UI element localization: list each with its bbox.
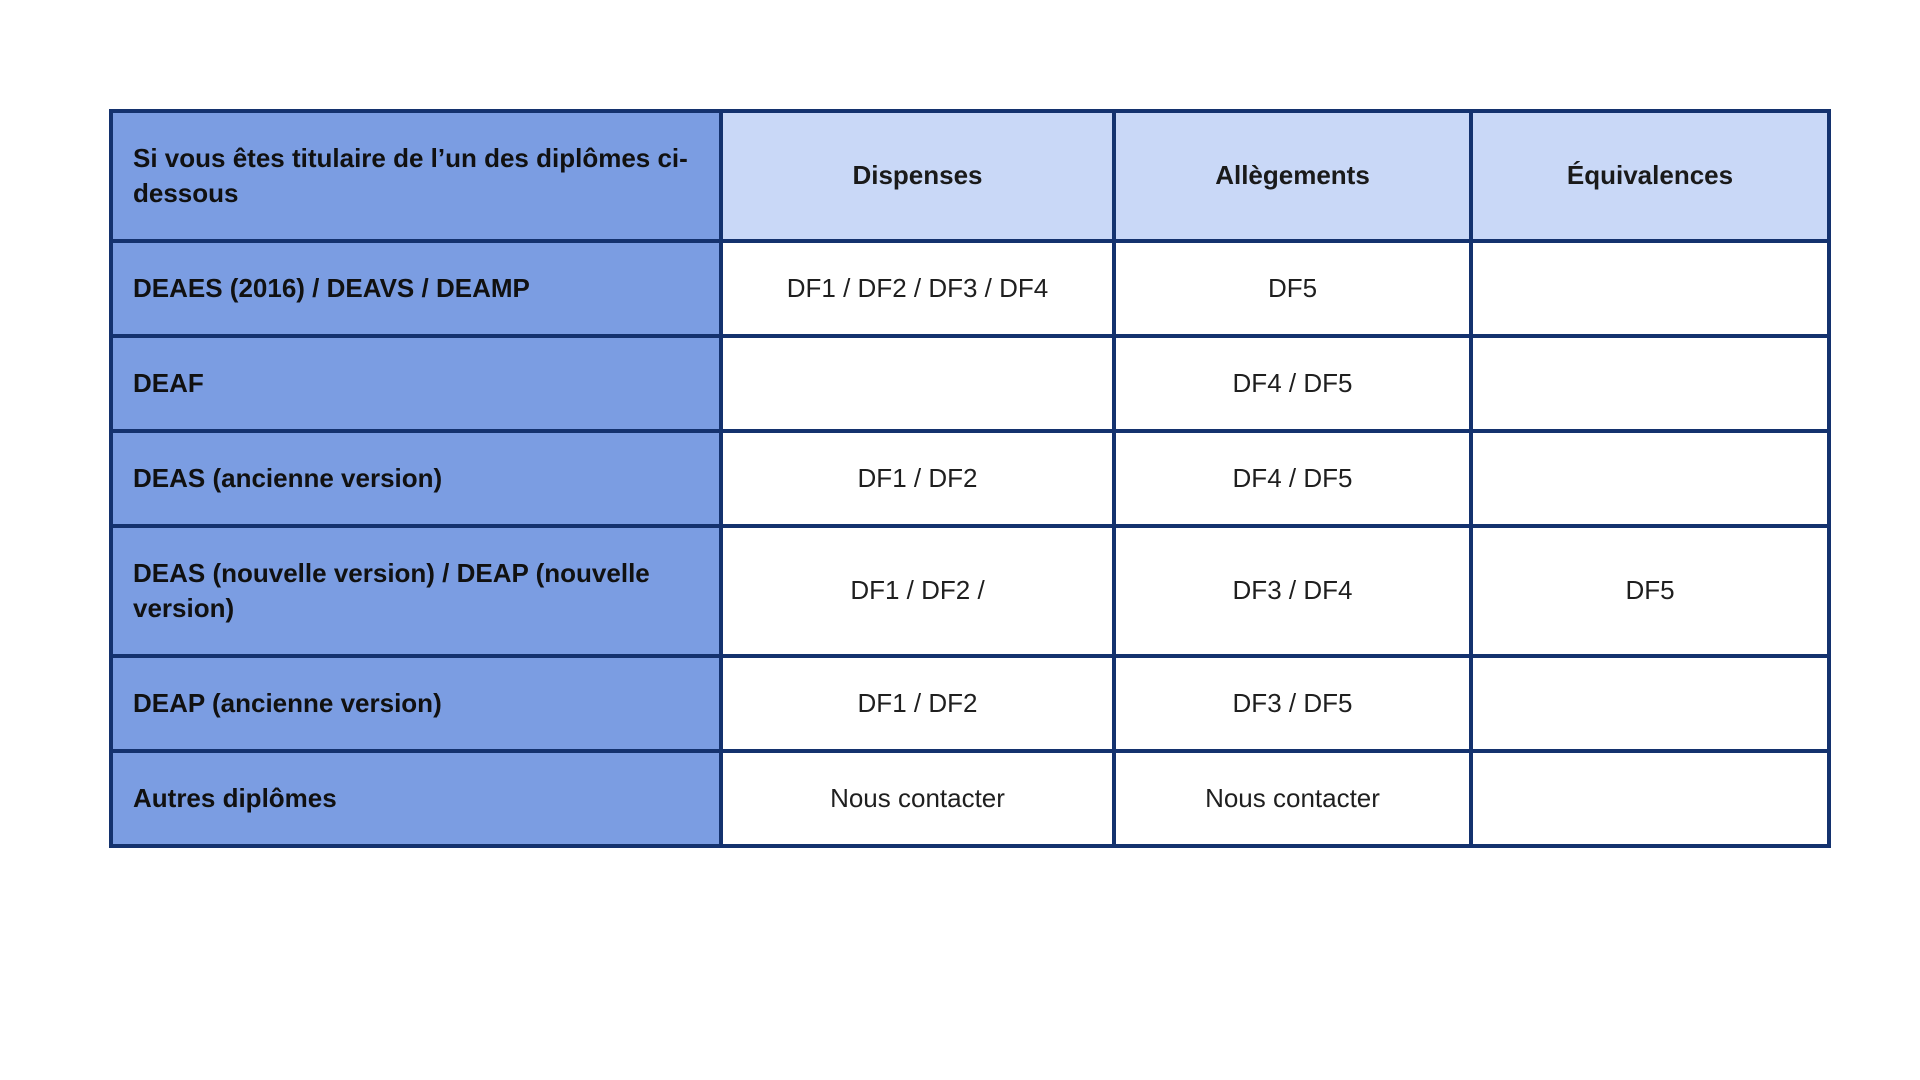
diploma-cell: DEAS (ancienne version): [111, 431, 721, 526]
dispenses-cell: DF1 / DF2 /: [721, 526, 1114, 656]
allegements-cell: DF4 / DF5: [1114, 431, 1471, 526]
allegements-cell: DF4 / DF5: [1114, 336, 1471, 431]
allegements-cell: DF5: [1114, 241, 1471, 336]
diploma-equivalence-table: [109, 109, 1831, 848]
equivalences-cell: [1471, 656, 1829, 751]
table-row: [111, 336, 1829, 431]
header-allegements: Allègements: [1114, 111, 1471, 241]
table-row: [111, 431, 1829, 526]
table-row: [111, 656, 1829, 751]
allegements-cell: Nous contacter: [1114, 751, 1471, 846]
dispenses-cell: DF1 / DF2 / DF3 / DF4: [721, 241, 1114, 336]
equivalences-cell: [1471, 336, 1829, 431]
table-row: [111, 526, 1829, 656]
header-diploma: Si vous êtes titulaire de l’un des diplômes ci-dessous: [111, 111, 721, 241]
allegements-cell: DF3 / DF4: [1114, 526, 1471, 656]
dispenses-cell: [721, 336, 1114, 431]
allegements-cell: DF3 / DF5: [1114, 656, 1471, 751]
diploma-cell: DEAES (2016) / DEAVS / DEAMP: [111, 241, 721, 336]
equivalences-cell: [1471, 751, 1829, 846]
diploma-cell: DEAP (ancienne version): [111, 656, 721, 751]
diploma-cell: DEAF: [111, 336, 721, 431]
table-row: [111, 241, 1829, 336]
dispenses-cell: DF1 / DF2: [721, 431, 1114, 526]
table-header-row: [111, 111, 1829, 241]
equivalences-cell: [1471, 241, 1829, 336]
table-row: [111, 751, 1829, 846]
dispenses-cell: DF1 / DF2: [721, 656, 1114, 751]
diploma-equivalence-table-container: [109, 109, 1827, 845]
diploma-cell: Autres diplômes: [111, 751, 721, 846]
header-equivalences: Équivalences: [1471, 111, 1829, 241]
diploma-cell: DEAS (nouvelle version) / DEAP (nouvelle version): [111, 526, 721, 656]
header-dispenses: Dispenses: [721, 111, 1114, 241]
dispenses-cell: Nous contacter: [721, 751, 1114, 846]
equivalences-cell: [1471, 431, 1829, 526]
equivalences-cell: DF5: [1471, 526, 1829, 656]
